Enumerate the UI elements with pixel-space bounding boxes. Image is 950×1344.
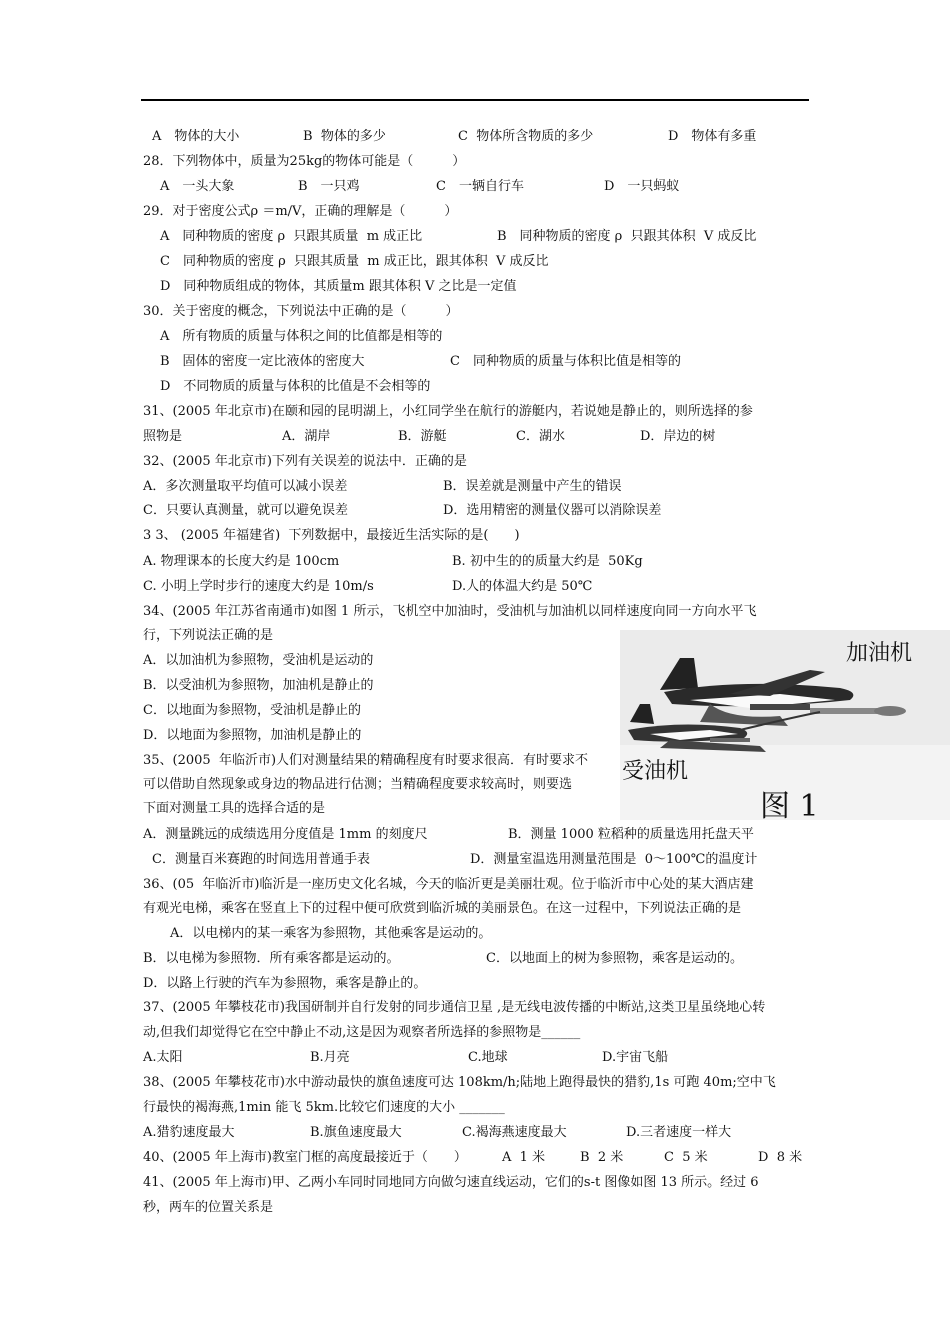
q27-option-c: C 物体所含物质的多少 <box>458 129 594 144</box>
q35-stem-line2: 可以借助自然现象或身边的物品进行估测；当精确程度要求较高时，则要选 <box>143 777 573 792</box>
q29-option-d: D 同种物质组成的物体，其质量m 跟其体积 V 之比是一定值 <box>160 279 517 294</box>
q31-option-c: C．湖水 <box>516 429 565 444</box>
q30-option-a: A 所有物质的质量与体积之间的比值都是相等的 <box>160 329 443 344</box>
label-tanker: 加油机 <box>846 641 913 666</box>
q38-option-d: D.三者速度一样大 <box>626 1125 732 1140</box>
q31-stem-line2: 照物是 <box>143 429 183 444</box>
q30-option-b: B 固体的密度一定比液体的密度大 <box>160 354 365 369</box>
q27-option-d: D 物体有多重 <box>668 129 757 144</box>
q40-option-b: B 2 米 <box>580 1150 624 1165</box>
q38-stem-line1: 38、(2005 年攀枝花市)水中游动最快的旗鱼速度可达 108km/h;陆地上跑得最快的猎豹,1s 可跑 40m;空中飞 <box>143 1075 776 1090</box>
q29-option-c: C 同种物质的密度 ρ 只跟其质量 m 成正比，跟其体积 V 成反比 <box>160 254 549 269</box>
q37-option-a: A.太阳 <box>143 1050 183 1065</box>
q36-option-d: D．以路上行驶的汽车为参照物，乘客是静止的。 <box>143 976 427 991</box>
q36-option-b: B．以电梯为参照物．所有乘客都是运动的。 <box>143 951 400 966</box>
q38-option-b: B.旗鱼速度最大 <box>310 1125 402 1140</box>
q28-option-c: C 一辆自行车 <box>436 179 524 194</box>
q28-option-a: A 一头大象 <box>160 179 235 194</box>
q33-option-c: C. 小明上学时步行的速度大约是 10m/s <box>143 579 374 594</box>
q37-option-b: B.月亮 <box>310 1050 350 1065</box>
q36-stem-line2: 有观光电梯，乘客在竖直上下的过程中便可欣赏到临沂城的美丽景色。在这一过程中，下列说法正确的是 <box>143 901 742 916</box>
q28-option-b: B 一只鸡 <box>298 179 360 194</box>
q41-stem-line2: 秒，两车的位置关系是 <box>143 1200 274 1215</box>
q34-option-a: A．以加油机为参照物，受油机是运动的 <box>143 653 374 668</box>
q34-stem-line1: 34、(2005 年江苏省南通市)如图 1 所示，飞机空中加油时，受油机与加油机以同样速度向同一方向水平飞 <box>143 604 757 619</box>
q34-option-d: D．以地面为参照物，加油机是静止的 <box>143 728 362 743</box>
q38-option-c: C.褐海燕速度最大 <box>462 1125 567 1140</box>
q41-stem-line1: 41、(2005 年上海市)甲、乙两小车同时同地同方向做匀速直线运动，它们的s-t 图像如图 13 所示。经过 6 <box>143 1175 759 1190</box>
figure-1-drawing <box>620 630 950 820</box>
figure-1-refuelling <box>620 630 950 820</box>
q36-option-c: C．以地面上的树为参照物，乘客是运动的。 <box>486 951 743 966</box>
q31-option-b: B．游艇 <box>398 429 447 444</box>
q32-option-d: D．选用精密的测量仪器可以消除误差 <box>443 503 662 518</box>
q33-stem: 3 3、 (2005 年福建省) 下列数据中，最接近生活实际的是( ) <box>143 528 520 543</box>
q36-stem-line1: 36、(05 年临沂市)临沂是一座历史文化名城，今天的临沂更是美丽壮观。位于临沂市中心处的某大酒店建 <box>143 877 754 892</box>
q40-option-a: A 1 米 <box>502 1150 546 1165</box>
q37-stem-line1: 37、(2005 年攀枝花市)我国研制并自行发射的同步通信卫星 ,是无线电波传播的中断站,这类卫星虽绕地心转 <box>143 1000 766 1015</box>
q28-stem: 28．下列物体中，质量为25kg的物体可能是（ ） <box>143 154 466 169</box>
q34-stem-line2: 行，下列说法正确的是 <box>143 628 274 643</box>
q32-option-a: A．多次测量取平均值可以减小误差 <box>143 479 348 494</box>
q35-option-b: B．测量 1000 粒稻种的质量选用托盘天平 <box>508 827 754 842</box>
q29-stem: 29．对于密度公式ρ ＝m/V，正确的理解是（ ） <box>143 204 458 219</box>
q37-option-d: D.宇宙飞船 <box>602 1050 669 1065</box>
q35-option-c: C．测量百米赛跑的时间选用普通手表 <box>152 852 370 867</box>
q32-option-c: C．只要认真测量，就可以避免误差 <box>143 503 348 518</box>
q35-option-a: A．测量跳远的成绩选用分度值是 1mm 的刻度尺 <box>143 827 428 842</box>
q35-option-d: D．测量室温选用测量范围是 0～100℃的温度计 <box>470 852 758 867</box>
q31-option-a: A．湖岸 <box>282 429 331 444</box>
q33-option-a: A. 物理课本的长度大约是 100cm <box>143 554 340 569</box>
q29-option-b: B 同种物质的密度 ρ 只跟其体积 V 成反比 <box>497 229 757 244</box>
q37-option-c: C.地球 <box>468 1050 508 1065</box>
q40-option-c: C 5 米 <box>664 1150 708 1165</box>
q27-option-b: B 物体的多少 <box>303 129 386 144</box>
q33-option-d: D.人的体温大约是 50℃ <box>452 579 593 594</box>
q36-option-a: A．以电梯内的某一乘客为参照物，其他乘客是运动的。 <box>170 926 492 941</box>
q35-stem-line1: 35、(2005 年临沂市)人们对测量结果的精确程度有时要求很高．有时要求不 <box>143 753 589 768</box>
q34-option-c: C．以地面为参照物，受油机是静止的 <box>143 703 361 718</box>
q37-stem-line2: 动,但我们却觉得它在空中静止不动,这是因为观察者所选择的参照物是______ <box>143 1025 581 1040</box>
q31-stem-line1: 31、(2005 年北京市)在颐和园的昆明湖上，小红同学坐在航行的游艇内，若说她是静止的，则所选择的参 <box>143 404 753 419</box>
header-rule <box>141 99 809 101</box>
q30-stem: 30．关于密度的概念，下列说法中正确的是（ ） <box>143 304 459 319</box>
q32-stem: 32、(2005 年北京市)下列有关误差的说法中．正确的是 <box>143 454 467 469</box>
q34-option-b: B．以受油机为参照物，加油机是静止的 <box>143 678 374 693</box>
q30-option-d: D 不同物质的质量与体积的比值是不会相等的 <box>160 379 431 394</box>
q40-stem: 40、(2005 年上海市)教室门框的高度最接近于（ ） <box>143 1150 467 1165</box>
q38-option-a: A.猎豹速度最大 <box>143 1125 235 1140</box>
q30-option-c: C 同种物质的质量与体积比值是相等的 <box>450 354 681 369</box>
q33-option-b: B. 初中生的的质量大约是 50Kg <box>452 554 643 569</box>
q28-option-d: D 一只蚂蚁 <box>604 179 680 194</box>
label-receiver: 受油机 <box>622 759 689 784</box>
q31-option-d: D．岸边的树 <box>640 429 716 444</box>
q29-option-a: A 同种物质的密度 ρ 只跟其质量 m 成正比 <box>160 229 423 244</box>
q32-option-b: B．误差就是测量中产生的错误 <box>443 479 622 494</box>
q35-stem-line3: 下面对测量工具的选择合适的是 <box>143 801 326 816</box>
q27-option-a: A 物体的大小 <box>152 129 240 144</box>
q38-stem-line2: 行最快的褐海燕,1min 能飞 5km.比较它们速度的大小 _______ <box>143 1100 505 1115</box>
figure-caption: 图 1 <box>760 789 819 820</box>
q40-option-d: D 8 米 <box>758 1150 803 1165</box>
